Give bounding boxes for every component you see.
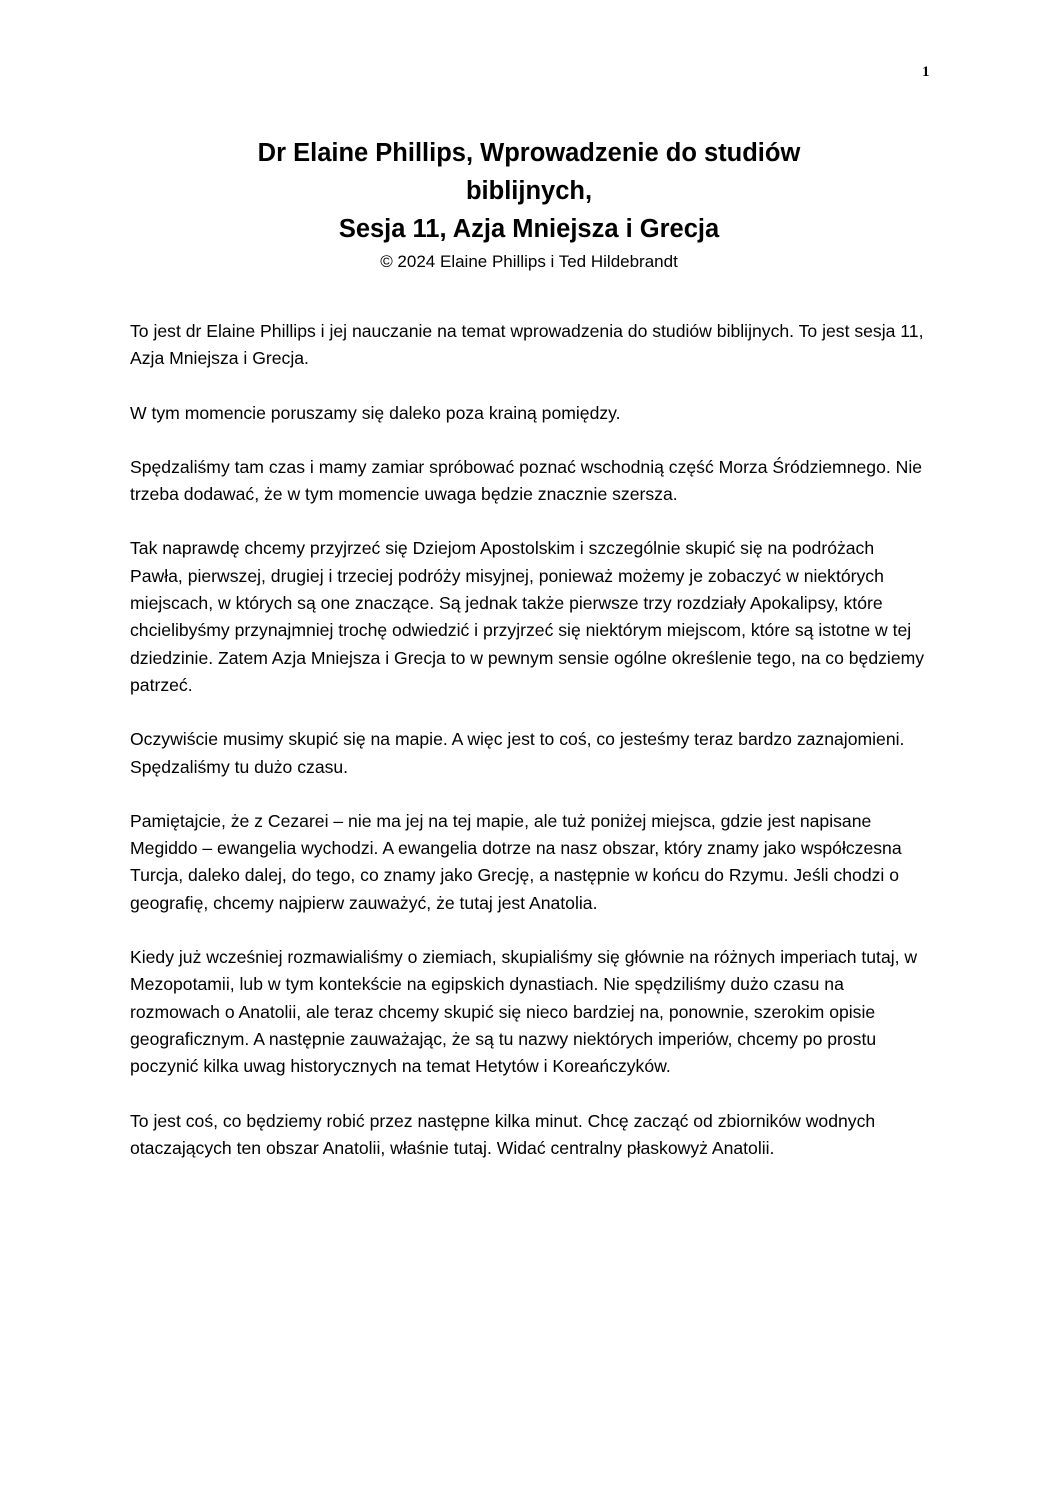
copyright-notice: © 2024 Elaine Phillips i Ted Hildebrandt <box>380 252 678 271</box>
paragraph: Pamiętajcie, że z Cezarei – nie ma jej na tej mapie, ale tuż poniżej miejsca, gdzie jest napisane Megiddo – ewangelia wychodzi. A ewangelia dotrze na nasz obszar, który znamy jako współczesna Turcja, daleko dalej, do tego, co znamy jako Grecję, a następnie w końcu do Rzymu. Jeśli chodzi o geografię, chcemy najpierw zauważyć, że tutaj jest Anatolia. <box>130 810 902 913</box>
paragraph: To jest dr Elaine Phillips i jej nauczanie na temat wprowadzenia do studiów biblijnych. To jest sesja 11, Azja Mniejsza i Grecja. <box>130 321 924 369</box>
transcript-body <box>130 318 930 1189</box>
title-line-2: biblijnych, <box>465 177 593 205</box>
paragraph: To jest coś, co będziemy robić przez następne kilka minut. Chcę zacząć od zbiorników wodnych otaczających ten obszar Anatolii, właśnie tutaj. Widać centralny płaskowyż Anatolii. <box>130 1110 876 1158</box>
paragraph: W tym momencie poruszamy się daleko poza krainą pomiędzy. <box>130 402 621 423</box>
paragraph: Oczywiście musimy skupić się na mapie. A więc jest to coś, co jesteśmy teraz bardzo zaznajomieni. Spędzaliśmy tu dużo czasu. <box>130 729 905 777</box>
title-line-1: Dr Elaine Phillips, Wprowadzenie do studiów <box>257 139 801 167</box>
page-number: 1 <box>922 64 930 80</box>
paragraph: Kiedy już wcześniej rozmawialiśmy o ziemiach, skupialiśmy się głównie na różnych imperiach tutaj, w Mezopotamii, lub w tym kontekście na egipskich dynastiach. Nie spędziliśmy dużo czasu na rozmowach o Anatolii, ale teraz chcemy skupić się nieco bardziej na, ponownie, szerokim opisie geograficznym. A następnie zauważając, że są tu nazwy niektórych imperiów, chcemy po prostu poczynić kilka uwag historycznych na temat Hetytów i Koreańczyków. <box>130 947 918 1077</box>
document-header <box>130 134 928 276</box>
title-line-3: Sesja 11, Azja Mniejsza i Grecja <box>338 215 720 243</box>
paragraph: Spędzaliśmy tam czas i mamy zamiar spróbować poznać wschodnią część Morza Śródziemnego. Nie trzeba dodawać, że w tym momencie uwaga będzie znacznie szersza. <box>130 456 923 505</box>
paragraph: Tak naprawdę chcemy przyjrzeć się Dziejom Apostolskim i szczególnie skupić się na podróżach Pawła, pierwszej, drugiej i trzeciej podróży misyjnej, ponieważ możemy je zobaczyć w niektórych miejscach, w których są one znaczące. Są jednak także pierwsze trzy rozdziały Apokalipsy, które chcielibyśmy przynajmniej trochę odwiedzić i przyjrzeć się niektórym miejscom, które są istotne w tej dziedzinie. Zatem Azja Mniejsza i Grecja to w pewnym sensie ogólne określenie tego, na co będziemy patrzeć. <box>130 538 925 695</box>
